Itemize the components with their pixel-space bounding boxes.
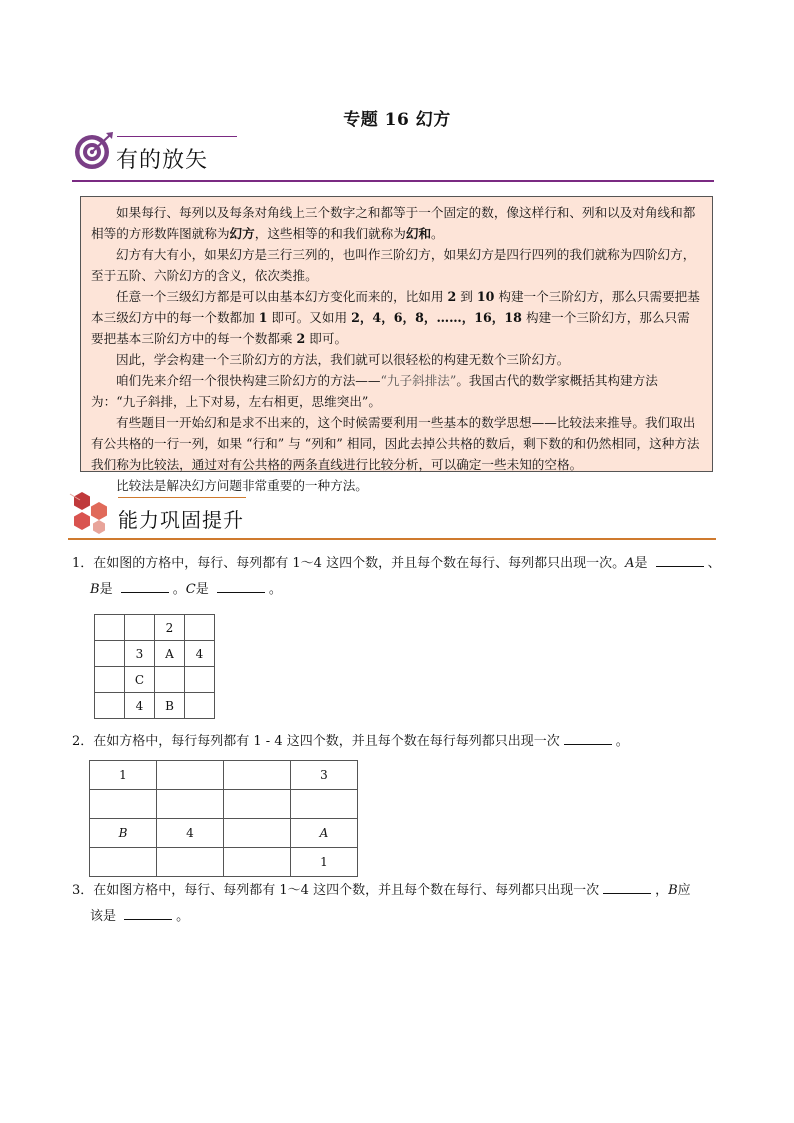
intro-paragraph: 比较法是解决幻方问题非常重要的一种方法。	[116, 478, 368, 493]
section-header-objectives	[72, 128, 714, 186]
grid-cell: 4	[157, 819, 224, 848]
question-1: 1．在如图的方格中，每行、每列都有 1～4 这四个数，并且每个数在每行、每列都只出现一次。A是 、 B是 。C是 。	[72, 556, 721, 597]
answer-blank[interactable]	[603, 881, 651, 894]
grid-cell	[125, 615, 155, 641]
grid-cell	[90, 790, 157, 819]
question-2: 2．在如方格中，每行每列都有 1 - 4 这四个数，并且每个数在每行每列都只出现一次 。	[72, 734, 629, 749]
grid-cell: 3	[291, 761, 358, 790]
grid-cell	[95, 615, 125, 641]
intro-paragraph: 幻方有大有小，如果幻方是三行三列的，也叫作三阶幻方，如果幻方是四行四列的我们就称为四阶幻方，至于五阶、六阶幻方的含义，依次类推。	[91, 247, 696, 283]
intro-paragraph: 咱们先来介绍一个很快构建三阶幻方的方法——“九子斜排法”。我国古代的数学家概括其构建方法为：“九子斜排，上下对易，左右相更，思维突出”。	[91, 373, 658, 409]
grid-cell	[185, 667, 215, 693]
section-title: 能力巩固提升	[118, 508, 244, 532]
grid-question-2	[89, 760, 358, 877]
grid-cell: 4	[185, 641, 215, 667]
answer-blank[interactable]	[656, 554, 704, 567]
grid-cell: 1	[291, 848, 358, 877]
grid-cell	[155, 667, 185, 693]
grid-question-1	[94, 614, 215, 719]
grid-cell: A	[291, 819, 358, 848]
answer-blank[interactable]	[124, 907, 172, 920]
grid-cell	[224, 848, 291, 877]
grid-cell	[224, 761, 291, 790]
grid-cell: 4	[125, 693, 155, 719]
grid-cell	[90, 848, 157, 877]
grid-cell	[224, 819, 291, 848]
target-icon	[72, 130, 114, 172]
header-rule	[68, 538, 716, 540]
grid-cell: 2	[155, 615, 185, 641]
grid-cell: 1	[90, 761, 157, 790]
answer-blank[interactable]	[121, 580, 169, 593]
grid-cell	[95, 667, 125, 693]
answer-blank[interactable]	[217, 580, 265, 593]
grid-cell	[95, 641, 125, 667]
intro-paragraph: 如果每行、每列以及每条对角线上三个数字之和都等于一个固定的数，像这样行和、列和以及对角线和都相等的方形数阵图就称为幻方，这些相等的和我们就称为幻和。	[91, 205, 696, 241]
grid-cell	[157, 761, 224, 790]
page-title: 专题 16 幻方	[343, 110, 451, 130]
header-top-line	[117, 136, 237, 137]
grid-cell	[185, 615, 215, 641]
grid-cell	[157, 848, 224, 877]
grid-cell: B	[90, 819, 157, 848]
grid-cell	[95, 693, 125, 719]
section-title: 有的放矢	[116, 148, 209, 173]
question-3: 3．在如图方格中，每行、每列都有 1～4 这四个数，并且每个数在每行、每列都只出现一次 ，B应 该是 。	[72, 883, 691, 924]
grid-cell	[291, 790, 358, 819]
grid-cell: A	[155, 641, 185, 667]
intro-paragraph: 有些题目一开始幻和是求不出来的，这个时候需要利用一些基本的数学思想——比较法来推导。我们取出有公共格的一行一列，如果 “行和” 与 “列和” 相同，因此去掉公共格的数后，剩下数的和仍然相同，这种方法我们称为比较法，通过对有公共格的两条直线进行比较分析，可以确定一些未知的空格。	[91, 415, 700, 472]
grid-cell	[157, 790, 224, 819]
header-top-line	[118, 497, 246, 498]
section-header-practice	[68, 490, 716, 542]
grid-cell	[185, 693, 215, 719]
grid-cell: C	[125, 667, 155, 693]
grid-cell: B	[155, 693, 185, 719]
header-rule	[72, 180, 714, 182]
grid-cell: 3	[125, 641, 155, 667]
intro-box	[80, 196, 713, 493]
intro-paragraph: 任意一个三级幻方都是可以由基本幻方变化而来的，比如用 2 到 10 构建一个三阶幻方，那么只需要把基本三级幻方中的每一个数都加 1 即可。又如用 2，4，6，8，……，16，18 构建一个三阶幻方，那么只需要把基本三阶幻方中的每一个数都乘 2 即可。	[91, 289, 700, 346]
grid-cell	[224, 790, 291, 819]
answer-blank[interactable]	[564, 732, 612, 745]
intro-paragraph: 因此，学会构建一个三阶幻方的方法，我们就可以很轻松的构建无数个三阶幻方。	[116, 352, 570, 367]
hexagon-icon	[68, 490, 116, 538]
